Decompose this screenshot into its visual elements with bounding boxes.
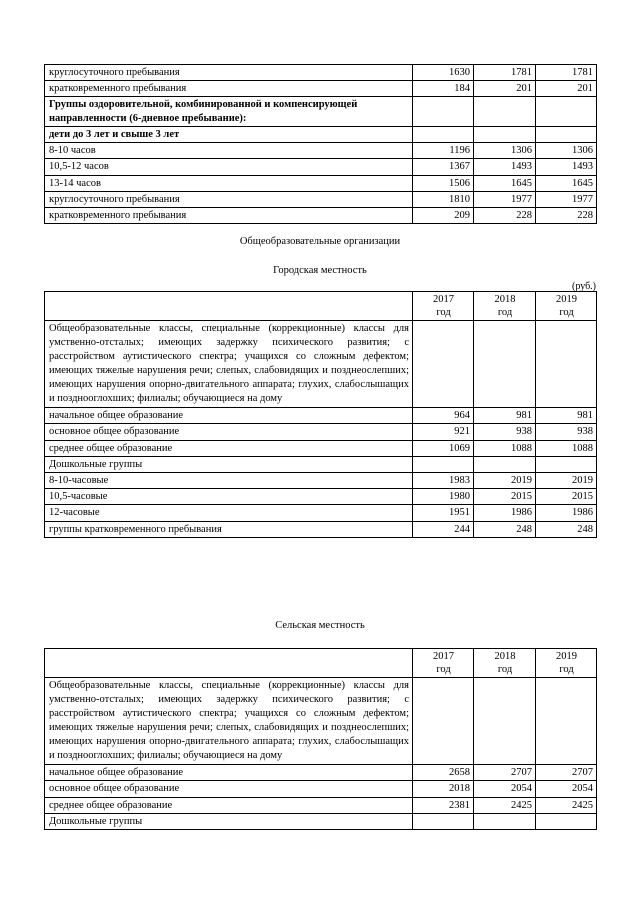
row-label-long-description: Общеобразовательные классы, специальные (коррекционные) классы для умственно-отсталых; имеющих задержку психического развития; с расстройством аутистического спектра; учащихся со сложным дефектом; имеющих тяжелые нарушения речи; слепых, слабовидящих и позднеослепших; имеющих нарушения опорно-двигательного аппарата; глухих, слабослышащих и позднооглохших; филиалы; обучающиеся на дому (45, 678, 413, 765)
cell-2017: 209 (413, 207, 474, 223)
table-row (45, 797, 597, 813)
cell-2018: 1645 (474, 175, 536, 191)
table-rural-area-body (45, 649, 597, 830)
table-header-row (45, 292, 597, 321)
cell-2017: 184 (413, 81, 474, 97)
cell-2019: 1493 (536, 159, 597, 175)
row-label: основное общее образование (45, 781, 413, 797)
table-rural-area (44, 648, 597, 830)
cell-2018: 1493 (474, 159, 536, 175)
heading-urban-area: Городская местность (273, 265, 367, 276)
table-row (45, 191, 597, 207)
cell-2019 (536, 678, 597, 765)
cell-2018: 228 (474, 207, 536, 223)
table-row-section-heading (45, 126, 597, 142)
cell-2017 (413, 97, 474, 126)
cell-2018: 1781 (474, 65, 536, 81)
cell-2017: 964 (413, 408, 474, 424)
cell-2019: 2054 (536, 781, 597, 797)
row-label: круглосуточного пребывания (45, 191, 413, 207)
column-header-2019 (536, 292, 597, 321)
column-header-label (45, 292, 413, 321)
cell-2018 (474, 678, 536, 765)
row-label: среднее общее образование (45, 797, 413, 813)
cell-2018: 1977 (474, 191, 536, 207)
cell-2019: 938 (536, 424, 597, 440)
cell-2017: 1810 (413, 191, 474, 207)
column-header-2018 (474, 292, 536, 321)
cell-2018: 1088 (474, 440, 536, 456)
cell-2018: 938 (474, 424, 536, 440)
cell-2017: 1980 (413, 489, 474, 505)
column-header-2018 (474, 649, 536, 678)
column-header-label (45, 649, 413, 678)
row-label: 10,5-часовые (45, 489, 413, 505)
cell-2019: 201 (536, 81, 597, 97)
heading-rural-area: Сельская местность (275, 620, 365, 631)
table-row (45, 143, 597, 159)
row-label: дети до 3 лет и свыше 3 лет (45, 126, 413, 142)
row-label: 8-10 часов (45, 143, 413, 159)
cell-2019: 981 (536, 408, 597, 424)
cell-2018: 201 (474, 81, 536, 97)
table-row (45, 505, 597, 521)
cell-2017 (413, 456, 474, 472)
table-urban-area-body (45, 292, 597, 538)
table-preschool-groups (44, 64, 597, 224)
cell-2018: 2425 (474, 797, 536, 813)
column-header-2018-year: 2018 (494, 651, 516, 662)
column-header-2017-year: 2017 (433, 651, 454, 662)
column-header-2019-year: 2019 (556, 651, 577, 662)
cell-2018: 2054 (474, 781, 536, 797)
cell-2018 (474, 813, 536, 829)
cell-2017 (413, 126, 474, 142)
row-label: начальное общее образование (45, 765, 413, 781)
cell-2019: 2707 (536, 765, 597, 781)
row-label: 10,5-12 часов (45, 159, 413, 175)
table-row (45, 175, 597, 191)
cell-2018: 981 (474, 408, 536, 424)
cell-2019: 228 (536, 207, 597, 223)
row-label: Дошкольные группы (45, 813, 413, 829)
column-header-2017-unit: год (436, 664, 451, 676)
table-row (45, 424, 597, 440)
cell-2019: 2019 (536, 473, 597, 489)
cell-2017: 921 (413, 424, 474, 440)
cell-2019: 1986 (536, 505, 597, 521)
column-header-2018-year: 2018 (494, 294, 516, 305)
table-row (45, 440, 597, 456)
row-label-long-description: Общеобразовательные классы, специальные (коррекционные) классы для умственно-отсталых; имеющих задержку психического развития; с расстройством аутистического спектра; учащихся со сложным дефектом; имеющих тяжелые нарушения речи; слепых, слабовидящих и позднеослепших; имеющих нарушения опорно-двигательного аппарата; глухих, слабослышащих и позднооглохших; филиалы; обучающиеся на дому (45, 321, 413, 408)
table-row-description (45, 321, 597, 408)
column-header-2019 (536, 649, 597, 678)
cell-2017: 2381 (413, 797, 474, 813)
table-row (45, 521, 597, 537)
row-label: кратковременного пребывания (45, 207, 413, 223)
table-row (45, 408, 597, 424)
cell-2017: 2018 (413, 781, 474, 797)
row-label: 12-часовые (45, 505, 413, 521)
table-row (45, 473, 597, 489)
row-label: среднее общее образование (45, 440, 413, 456)
cell-2019: 2425 (536, 797, 597, 813)
cell-2017: 1630 (413, 65, 474, 81)
cell-2019: 1645 (536, 175, 597, 191)
cell-2018 (474, 321, 536, 408)
column-header-2018-unit: год (497, 307, 513, 319)
row-label: 8-10-часовые (45, 473, 413, 489)
cell-2017 (413, 678, 474, 765)
cell-2019: 1977 (536, 191, 597, 207)
cell-2019 (536, 813, 597, 829)
cell-2019: 1306 (536, 143, 597, 159)
cell-2018 (474, 456, 536, 472)
table-row (45, 765, 597, 781)
table-urban-area (44, 291, 597, 538)
cell-2019: 2015 (536, 489, 597, 505)
cell-2019: 1088 (536, 440, 597, 456)
table-row-description (45, 678, 597, 765)
table-row (45, 81, 597, 97)
table-row-section-heading (45, 456, 597, 472)
row-label: основное общее образование (45, 424, 413, 440)
cell-2017: 2658 (413, 765, 474, 781)
column-header-2018-unit: год (497, 664, 513, 676)
cell-2017 (413, 321, 474, 408)
table-preschool-groups-body (45, 65, 597, 224)
cell-2018: 1986 (474, 505, 536, 521)
table-row-section-heading (45, 813, 597, 829)
cell-2017: 1196 (413, 143, 474, 159)
row-label: Дошкольные группы (45, 456, 413, 472)
row-label: Группы оздоровительной, комбинированной и компенсирующей направленности (6-дневное пребывание): (45, 97, 413, 126)
table-header-row (45, 649, 597, 678)
cell-2019 (536, 321, 597, 408)
column-header-2019-unit: год (559, 664, 574, 676)
table-row (45, 489, 597, 505)
cell-2018: 1306 (474, 143, 536, 159)
column-header-2017 (413, 649, 474, 678)
unit-note-rubles: (руб.) (572, 281, 596, 292)
cell-2018: 2707 (474, 765, 536, 781)
row-label: начальное общее образование (45, 408, 413, 424)
cell-2018: 2019 (474, 473, 536, 489)
table-row (45, 159, 597, 175)
cell-2018: 248 (474, 521, 536, 537)
column-header-2019-unit: год (559, 307, 574, 319)
cell-2017: 244 (413, 521, 474, 537)
row-label: группы кратковременного пребывания (45, 521, 413, 537)
cell-2019 (536, 126, 597, 142)
cell-2017 (413, 813, 474, 829)
column-header-2017-unit: год (436, 307, 451, 319)
cell-2017: 1951 (413, 505, 474, 521)
cell-2017: 1367 (413, 159, 474, 175)
column-header-2017-year: 2017 (433, 294, 454, 305)
cell-2019 (536, 97, 597, 126)
row-label: 13-14 часов (45, 175, 413, 191)
table-row (45, 65, 597, 81)
cell-2019 (536, 456, 597, 472)
heading-general-education-organizations: Общеобразовательные организации (239, 236, 401, 247)
row-label: круглосуточного пребывания (45, 65, 413, 81)
cell-2017: 1506 (413, 175, 474, 191)
cell-2018 (474, 126, 536, 142)
table-row (45, 207, 597, 223)
cell-2018: 2015 (474, 489, 536, 505)
cell-2018 (474, 97, 536, 126)
column-header-2019-year: 2019 (556, 294, 577, 305)
table-row-section-heading (45, 97, 597, 126)
cell-2019: 1781 (536, 65, 597, 81)
cell-2017: 1069 (413, 440, 474, 456)
column-header-2017 (413, 292, 474, 321)
row-label: кратковременного пребывания (45, 81, 413, 97)
cell-2019: 248 (536, 521, 597, 537)
table-row (45, 781, 597, 797)
cell-2017: 1983 (413, 473, 474, 489)
